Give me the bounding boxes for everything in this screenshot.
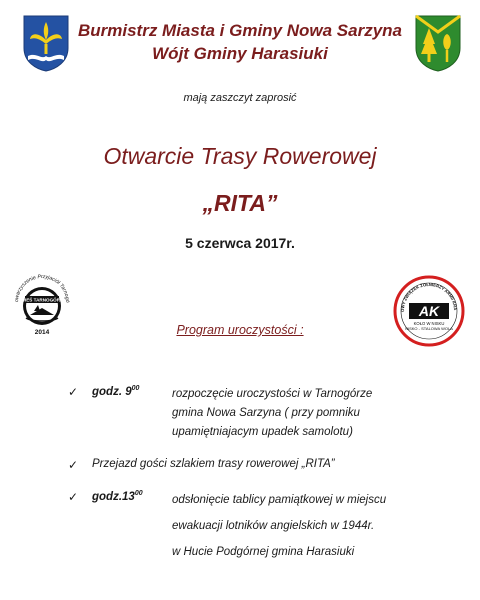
event-name: „RITA” (202, 190, 278, 216)
ak-badge-ring-text: OWY ZWIĄZEK ŻOŁNIERZY ARMII KRA (399, 281, 459, 312)
program-item-text: Przejazd gości szlakiem trasy rowerowej „RITA” (92, 458, 335, 470)
program-item-line: odsłonięcie tablicy pamiątkowej w miejscu (172, 494, 387, 506)
ak-badge-bottom-text-1: KOŁO W NISKU (413, 321, 445, 326)
program-item-line: upamiętniajacym upadek samolotu) (172, 426, 353, 438)
invite-text: mają zaszczyt zaprosić (183, 92, 297, 104)
program-item-line: ewakuacji lotników angielskich w 1944r. (172, 520, 375, 532)
program-heading: Program uroczystości : (176, 323, 304, 337)
event-title: Otwarcie Trasy Rowerowej (103, 143, 377, 169)
header-line-1: Burmistrz Miasta i Gminy Nowa Sarzyna (77, 21, 403, 40)
program-item-line: rozpoczęcie uroczystości w Tarnogórze (172, 388, 373, 400)
program-item-2 (68, 458, 468, 478)
association-seal-year: 2014 (34, 329, 50, 336)
program-item-description (172, 487, 472, 565)
program-item-description (172, 385, 472, 442)
ak-badge-bottom-text-2: NISKO - STALOWA WOLA (405, 326, 453, 331)
program-item-time: godz. $9^{00}$ (92, 385, 140, 398)
program-item-1 (68, 385, 468, 445)
program-item-line: gmina Nowa Sarzyna ( przy pomniku (172, 407, 360, 419)
ak-badge-center-text: AK (418, 303, 440, 319)
header-line-2: Wójt Gminy Harasiuki (152, 44, 328, 63)
checkmark-icon: ✓ (68, 385, 79, 399)
association-seal-ring-text: owarzyszenie Przyjaciół Tarnogó (13, 273, 71, 303)
event-date: 5 czerwca 2017r. (185, 235, 295, 251)
harasiuki-coat-of-arms-icon (414, 14, 462, 72)
program-item-3 (68, 490, 468, 570)
association-seal-band-text: WIEŚ TARNOGÓRA (20, 297, 64, 303)
checkmark-icon: ✓ (68, 490, 79, 504)
nowa-sarzyna-coat-of-arms-icon (22, 14, 70, 72)
checkmark-icon: ✓ (68, 458, 79, 472)
program-item-line: w Hucie Podgórnej gmina Harasiuki (172, 546, 355, 558)
program-item-time: $godz.13^{00}$ (92, 490, 143, 503)
